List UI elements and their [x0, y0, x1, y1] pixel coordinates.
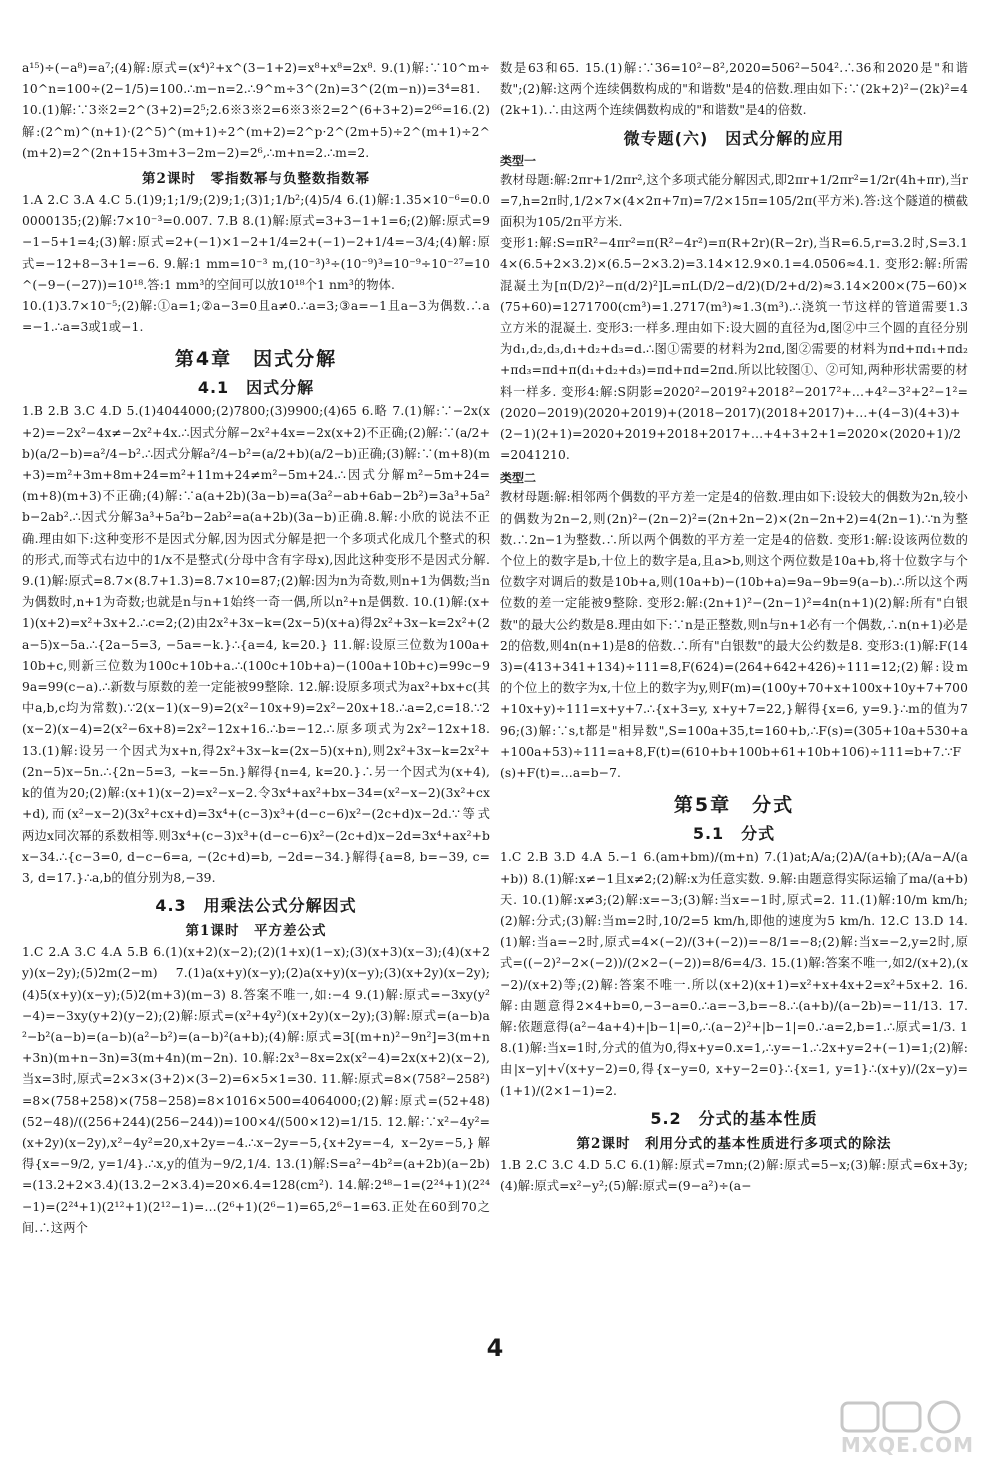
- answer-block: 教材母题:解:相邻两个偶数的平方差一定是4的倍数.理由如下:设较大的偶数为2n,较小的偶数为2n−2,则(2n)²−(2n−2)²=(2n+2n−2)×(2n−2n+2)=4(2n−1).∵n为整数.∴2n−1为整数.∴所以两个偶数的平方差一定是4的倍数. 变形1:解:设该两位数的个位上的数字是b,十位上的数字是a,且a>b,则这个两位数是10a+b,将十位数字与个位数字对调后的数是10b+a,则(10a+b)−(10b+a)=9a−9b=9(a−b).∴所以这个两位数的差一定能被9整除. 变形2:解:(2n+1)²−(2n−1)²=4n(n+1)(2)解:所有"白银数"的最大公约数是8.理由如下:∵n是正整数,则n与n+1必有一个偶数,∴n(n+1)必是2的倍数,则4n(n+1)是8的倍数.∴所有"白银数"的最大公约数是8. 变形3:(1)解:F(143)=(413+341+134)÷111=8,F(624)=(264+642+426)÷111=12;(2)解:设m的个位上的数字为x,十位上的数字为y,则F(m)=(100y+70+x+100x+10y+7+700+10x+y)÷111=x+y+7.∴{x+3=y, x+y+7=22,}解得{x=6, y=9.}∴m的值为796;(3)解:∵s,t都是"相异数",S=100a+35,t=160+b,∴F(s)=(305+10a+530+a+100a+53)÷111=a+8,F(t)=(610+b+100b+61+10b+106)÷111=b+7.∵F(s)+F(t)=…a=b−7.: [500, 490, 968, 781]
- answer-block: 变形1:解:S=πR²−4πr²=π(R²−4r²)=π(R+2r)(R−2r),当R=6.5,r=3.2时,S=3.14×(6.5+2×3.2)×(6.5−2×3.2)=3.14×12.9×0.1=4.0506≈4.1. 变形2:解:所需混凝土为[π(D/2)²−π(d/2)²]L=πL(D/2−d/2)(D/2+d/2)≈3.14×200×(75−60)×(75+60)=1271700(cm³)=1.2717(m³)≈1.3(m³).∴浇筑一节这样的管道需要1.3立方米的混凝土. 变形3:一样多.理由如下:设大圆的直径为d,图②中三个圆的直径分别为d₁,d₂,d₃,d₁+d₂+d₃=d.∴图①需要的材料为2πd,图②需要的材料为πd+πd₁+πd₂+πd₃=πd+π(d₁+d₂+d₃)=πd+πd=2πd.所以比较图①、②可知,两种形状需要的材料一样多. 变形4:解:S阴影=2020²−2019²+2018²−2017²+…+4²−3²+2²−1²=(2020−2019)(2020+2019)+(2018−2017)(2018+2017)+…+(4−3)(4+3)+(2−1)(2+1)=2020+2019+2018+2017+…+4+3+2+1=2020×(2020+1)/2=2041210.: [500, 236, 968, 463]
- answer-block: 1.B 2.C 3.C 4.D 5.C 6.(1)解:原式=7mn;(2)解:原式=5−x;(3)解:原式=6x+3y;(4)解:原式=x²−y²;(5)解:原式=(9−a²)÷(a−: [500, 1157, 968, 1193]
- lesson-title: 第2课时 利用分式的基本性质进行多项式的除法: [576, 1135, 892, 1152]
- answer-block: 数是63和65. 15.(1)解:∵36=10²−8²,2020=506²−504².∴36和2020是"和谐数";(2)解:这两个连续偶数构成的"和谐数"是4的倍数.理由如下:∵(2k+2)²−(2k)²=4(2k+1).∴由这两个连续偶数构成的"和谐数"是4的倍数.: [500, 61, 968, 118]
- watermark-text: MXQE.COM: [840, 1433, 974, 1457]
- right-column: [500, 58, 968, 1197]
- page-number: 4: [486, 1334, 514, 1362]
- chapter-title: 第4章 因式分解: [174, 348, 338, 371]
- section-title: 5.1 分式: [692, 824, 776, 844]
- answer-block: 1.C 2.B 3.D 4.A 5.−1 6.(am+bm)/(m+n) 7.(1)at;A/a;(2)A/(a+b);(A/a−A/(a+b)) 8.(1)解:x≠−1且x≠2;(2)解:x为任意实数. 9.解:由题意得实际运输了ma/(a+b)天. 10.(1)解:x≠3;(2)解:x=−3;(3)解:当x=−1时,原式=2. 11.(1)解:10/m km/h;(2)解:分式;(3)解:当m=2时,10/2=5 km/h,即他的速度为5 km/h. 12.C 13.D 14.(1)解:当a=−2时,原式=4×(−2)/(3+(−2))=−8/1=−8;(2)解:当x=−2,y=2时,原式=((−2)²−2×(−2))/(2×2−(−2))=8/6=4/3. 15.(1)解:答案不唯一,如2/(x+2),(x−2)/(x+2)等;(2)解:答案不唯一.所以(x+2)(x+1)=x²+x+4x+2=x²+5x+2. 16.解:由题意得2×4+b=0,−3−a=0.∴a=−3,b=−8.∴(a+b)/(a−2b)=−11/13. 17.解:依题意得(a²−4a+4)+|b−1|=0,∴(a−2)²+|b−1|=0.∴a=2,b=1.∴原式=1/3. 18.(1)解:当x=1时,分式的值为0,得x+y=0.x=1,∴y=−1.∴2x+y=2+(−1)=1;(2)解:由|x−y|+√(x+y−2)=0,得{x−y=0, x+y−2=0}∴{x=1, y=1}∴(x+y)/(2x−y)=(1+1)/(2×1−1)=2.: [500, 850, 968, 1098]
- watermark-logo: [832, 1399, 982, 1461]
- answer-block: 1.A 2.C 3.A 4.C 5.(1)9;1;1/9;(2)9;1;(3)1;1/b²;(4)5/4 6.(1)解:1.35×10⁻⁶=0.00000135;(2)解:7×10⁻³=0.007. 7.B 8.(1)解:原式=3+3−1+1=6;(2)解:原式=9−1−5+1=4;(3)解:原式=2+(−1)×1−2+1/4=2+(−1)−2+1/4=−3/4;(4)解:原式=−12+8−3+1=−6. 9.解:1 mm=10⁻³ m,(10⁻³)³÷(10⁻⁹)³=10⁻⁹÷10⁻²⁷=10^(−9−(−27))=10¹⁸.答:1 mm³的空间可以放10¹⁸个1 nm³的物体.: [22, 193, 490, 292]
- answer-block: 10.(1)3.7×10⁻⁵;(2)解:①a=1;②a−3=0且a≠0.∴a=3;③a=−1且a−3为偶数.∴a=−1.∴a=3或1或−1.: [22, 299, 490, 335]
- section-title: 4.1 因式分解: [197, 378, 315, 398]
- answer-block: 教材母题:解:2πr+1/2πr²,这个多项式能分解因式,即2πr+1/2πr²=1/2r(4h+πr),当r=7,h=2π时,1/2×7×(4×2π+7π)=7/2×15π=105/2π(平方米).答:这个隧道的横截面积为105/2π平方米.: [500, 172, 968, 230]
- special-topic-title: 微专题(六) 因式分解的应用: [623, 128, 845, 148]
- lesson-title: 第1课时 平方差公式: [185, 923, 327, 940]
- left-column: [22, 58, 490, 1239]
- answer-block: 1.C 2.A 3.C 4.A 5.B 6.(1)(x+2)(x−2);(2)(1+x)(1−x);(3)(x+3)(x−3);(4)(x+2y)(x−2y);(5)2m(2−m) 7.(1)a(x+y)(x−y);(2)a(x+y)(x−y);(3)(x+2y)(x−2y);(4)5(x+y)(x−y);(5)2(m+3)(m−3) 8.答案不唯一,如:−4 9.(1)解:原式=−3xy(y²−4)=−3xy(y+2)(y−2);(2)解:原式=(x²+4y²)(x+2y)(x−2y);(3)解:原式=(a−b)a²−b²(a−b)=(a−b)(a²−b²)=(a−b)²(a+b);(4)解:原式=3[(m+n)²−9n²]=3(m+n+3n)(m+n−3n)=3(m+4n)(m−2n). 10.解:2x³−8x=2x(x²−4)=2x(x+2)(x−2),当x=3时,原式=2×3×(3+2)×(3−2)=6×5×1=30. 11.解:原式=8×(758²−258²)=8×(758+258)×(758−258)=8×1016×500=4064000;(2)解:原式=(52+48)(52−48)/((256+244)(256−244))=100×4/(500×12)=1/15. 12.解:∵x²−4y²=(x+2y)(x−2y),x²−4y²=20,x+2y=−4.∴x−2y=−5,{x+2y=−4, x−2y=−5,}解得{x=−9/2, y=1/4}.∴x,y的值为−9/2,1/4. 13.(1)解:S=a²−4b²=(a+2b)(a−2b)=(13.2+2×3.4)(13.2−2×3.4)=20×6.4=128(cm²). 14.解:2⁴⁸−1=(2²⁴+1)(2²⁴−1)=(2²⁴+1)(2¹²+1)(2¹²−1)=…(2⁶+1)(2⁶−1)=65,2⁶−1=63.正处在60到70之间.∴这两个: [22, 945, 490, 1235]
- section-title: 4.3 用乘法公式分解因式: [155, 896, 357, 916]
- answer-block: a¹⁵)÷(−a⁸)=a⁷;(4)解:原式=(x⁴)²+x^(3−1+2)=x⁸+x⁸=2x⁸. 9.(1)解:∵10^m÷10^n=100÷(2−1/5)=100.∴m−n=2.∴9^m÷3^(2n)=3^(2(m−n))=3⁴=81. 10.(1)解:∵3※2=2^(3+2)=2⁵;2.6※3※2=6※3※2=2^(6+3+2)=2⁶⁶=16.(2)解:(2^m)^(n+1)·(2^5)^(m+1)÷2^(m+2)=2^p·2^(2m+5)÷2^(m+1)÷2^(m+2)=2^(2n+15+3m+3−2m−2)=2⁶,∴m+n=2.∴m=2.: [22, 61, 490, 160]
- lesson-title: 第2课时 零指数幂与负整数指数幂: [142, 171, 370, 188]
- answer-block: 1.B 2.B 3.C 4.D 5.(1)4044000;(2)7800;(3)9900;(4)65 6.略 7.(1)解:∵−2x(x+2)=−2x²−4x≠−2x²+4x.∴因式分解−2x²+4x=−2x(x+2)不正确;(2)解:∵(a/2+b)(a/2−b)=a²/4−b².∴因式分解a²/4−b²=(a/2+b)(a/2−b)正确;(3)解:∵(m+8)(m+3)=m²+3m+8m+24=m²+11m+24≠m²−5m+24.∴因式分解m²−5m+24=(m+8)(m+3)不正确;(4)解:∵a(a+2b)(3a−b)=a(3a²−ab+6ab−2b²)=3a³+5a²b−2ab².∴因式分解3a³+5a²b−2ab²=a(a+2b)(3a−b)正确.8.解:小欣的说法不正确.理由如下:这种变形不是因式分解,因为因式分解是把一个多项式化成几个整式的积的形式,而等式右边中的1/x不是整式(分母中含有字母x),因此这种变形不是因式分解. 9.(1)解:原式=8.7×(8.7+1.3)=8.7×10=87;(2)解:因为n为奇数,则n+1为偶数;当n为偶数时,n+1为奇数;也就是n与n+1始终一奇一偶,所以n²+n是偶数. 10.(1)解:(x+1)(x+2)=x²+3x+2.∴c=2;(2)由2x²+3x−k=(2x−5)(x+a)得2x²+3x−k=2x²+(2a−5)x−5a.∴{2a−5=3, −5a=−k.}∴{a=4, k=20.} 11.解:设原三位数为100a+10b+c,则新三位数为100c+10b+a.∴(100c+10b+a)−(100a+10b+c)=99c−99a=99(c−a).∴新数与原数的差一定能被99整除. 12.解:设原多项式为ax²+bx+c(其中a,b,c均为常数).∵2(x−1)(x−9)=2(x²−10x+9)=2x²−20x+18.∴a=2,c=18.∵2(x−2)(x−4)=2(x²−6x+8)=2x²−12x+16.∴b=−12.∴原多项式为2x²−12x+18. 13.(1)解:设另一个因式为x+n,得2x²+3x−k=(2x−5)(x+n),则2x²+3x−k=2x²+(2n−5)x−5n.∴{2n−5=3, −k=−5n.}解得{n=4, k=20.}∴另一个因式为(x+4),k的值为20;(2)解:(x+1)(x−2)=x²−x−2.令3x⁴+ax²+bx−34=(x²−x−2)(3x²+cx+d),而(x²−x−2)(3x²+cx+d)=3x⁴+(c−3)x³+(d−c−6)x²−(2c+d)x−2d.∵等式两边x同次幂的系数相等.则3x⁴+(c−3)x³+(d−c−6)x²−(2c+d)x−2d=3x⁴+ax²+bx−34.∴{c−3=0, d−c−6=a, −(2c+d)=b, −2d=−34.}解得{a=8, b=−39, c=3, d=17.}∴a,b的值分别为8,−39.: [22, 404, 490, 885]
- chapter-title: 第5章 分式: [673, 794, 795, 817]
- section-title: 5.2 分式的基本性质: [650, 1108, 818, 1128]
- type-heading: 类型一: [500, 153, 537, 168]
- type-heading: 类型二: [500, 471, 537, 486]
